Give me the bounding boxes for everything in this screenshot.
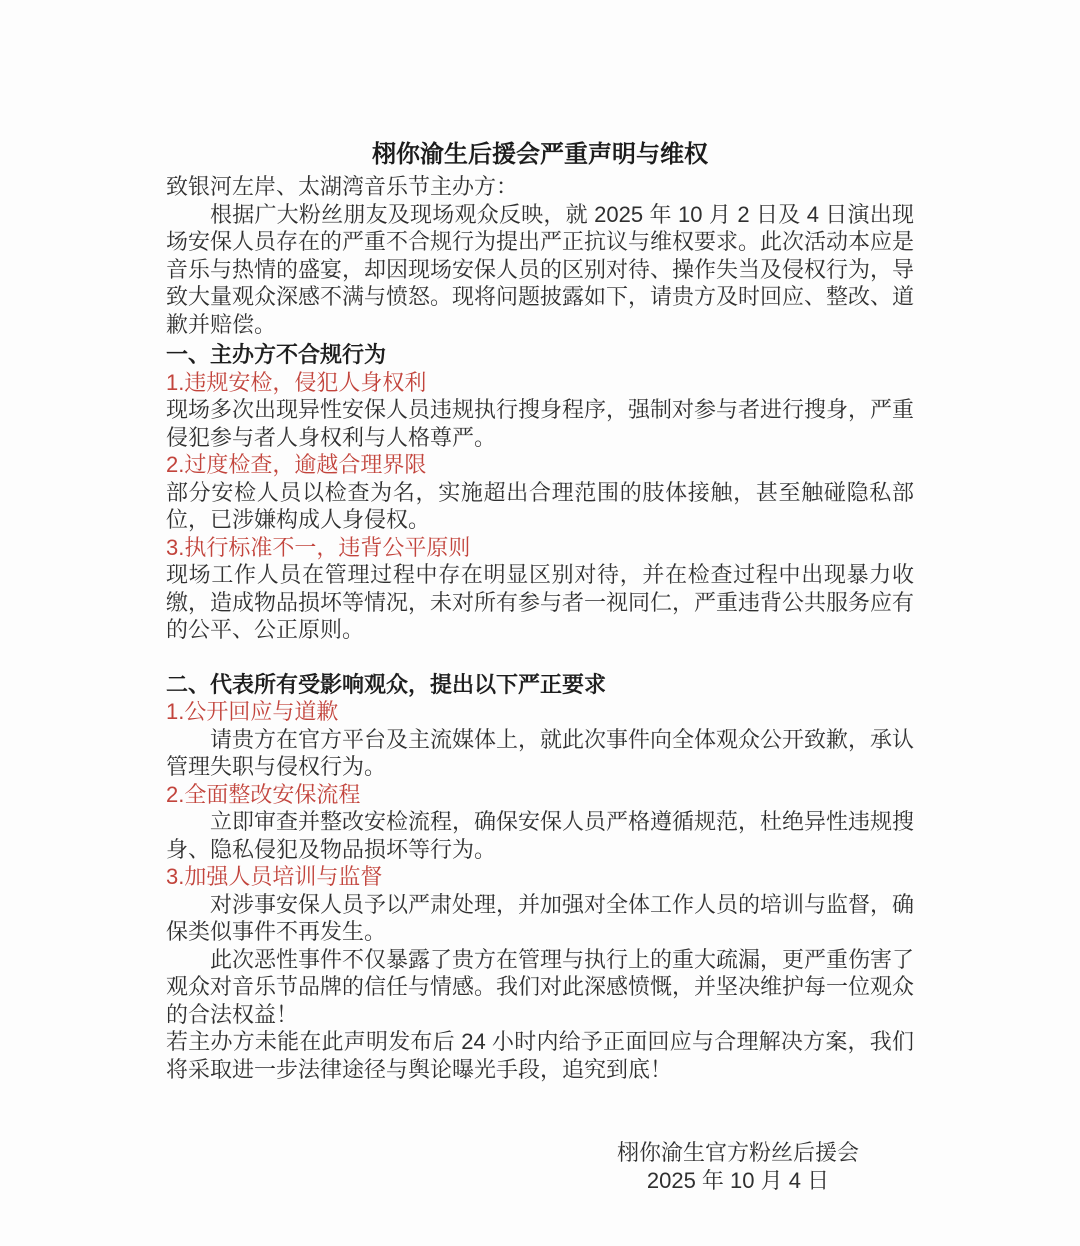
- closing-paragraph-2: 若主办方未能在此声明发布后 24 小时内给予正面回应与合理解决方案，我们将采取进一步法律途径与舆论曝光手段，追究到底！: [166, 1029, 914, 1082]
- section-1-item-3-body: 现场工作人员在管理过程中存在明显区别对待，并在检查过程中出现暴力收缴，造成物品损坏等情况，未对所有参与者一视同仁，严重违背公共服务应有的公平、公正原则。: [166, 562, 915, 642]
- signature-organization: 栩你渝生官方粉丝后援会: [616, 1140, 859, 1165]
- signature-block: [617, 1139, 859, 1194]
- section-1-item-3-subheading: 3.执行标准不一，违背公平原则: [166, 534, 471, 560]
- section-2-item-3-subheading: 3.加强人员培训与监督: [166, 864, 383, 889]
- section-2-item-2-subheading: 2.全面整改安保流程: [166, 781, 361, 807]
- document-title: 栩你渝生后援会严重声明与维权: [372, 141, 708, 168]
- section-2-item-1-subheading: 1.公开回应与道歉: [166, 699, 339, 724]
- section-1-item-1-body: 现场多次出现异性安保人员违规执行搜身程序，强制对参与者进行搜身，严重侵犯参与者人身权利与人格尊严。: [166, 397, 915, 450]
- section-2-item-2-body: 立即审查并整改安检流程，确保安保人员严格遵循规范，杜绝异性违规搜身、隐私侵犯及物品损坏等行为。: [166, 809, 915, 862]
- closing-paragraph-1: 此次恶性事件不仅暴露了贵方在管理与执行上的重大疏漏，更严重伤害了观众对音乐节品牌的信任与情感。我们对此深感愤慨，并坚决维护每一位观众的合法权益！: [166, 946, 915, 1027]
- section-1-item-2-subheading: 2.过度检查，逾越合理界限: [166, 452, 427, 477]
- salutation-line: 致银河左岸、太湖湾音乐节主办方：: [166, 174, 519, 199]
- section-1-heading: 一、主办方不合规行为: [166, 342, 387, 367]
- section-1-item-1-subheading: 1.违规安检，侵犯人身权利: [166, 369, 427, 395]
- section-1-item-2-body: 部分安检人员以检查为名，实施超出合理范围的肢体接触，甚至触碰隐私部位，已涉嫌构成人身侵权。: [166, 479, 914, 532]
- signature-date: 2025 年 10 月 4 日: [646, 1167, 830, 1193]
- section-2-item-1-body: 请贵方在官方平台及主流媒体上，就此次事件向全体观众公开致歉，承认管理失职与侵权行为。: [166, 726, 915, 779]
- section-2-item-3-body: 对涉事安保人员予以严肃处理，并加强对全体工作人员的培训与监督，确保类似事件不再发生。: [166, 891, 915, 944]
- intro-paragraph: 根据广大粉丝朋友及现场观众反映，就 2025 年 10 月 2 日及 4 日演出现场安保人员存在的严重不合规行为提出严正抗议与维权要求。此次活动本应是音乐与热情的盛宴，却因现场安保人员的区别对待、操作失当及侵权行为，导致大量观众深感不满与愤怒。现将问题披露如下，请贵方及时回应、整改、道歉并赔偿。: [166, 201, 915, 337]
- section-2-heading: 二、代表所有受影响观众，提出以下严正要求: [166, 671, 607, 697]
